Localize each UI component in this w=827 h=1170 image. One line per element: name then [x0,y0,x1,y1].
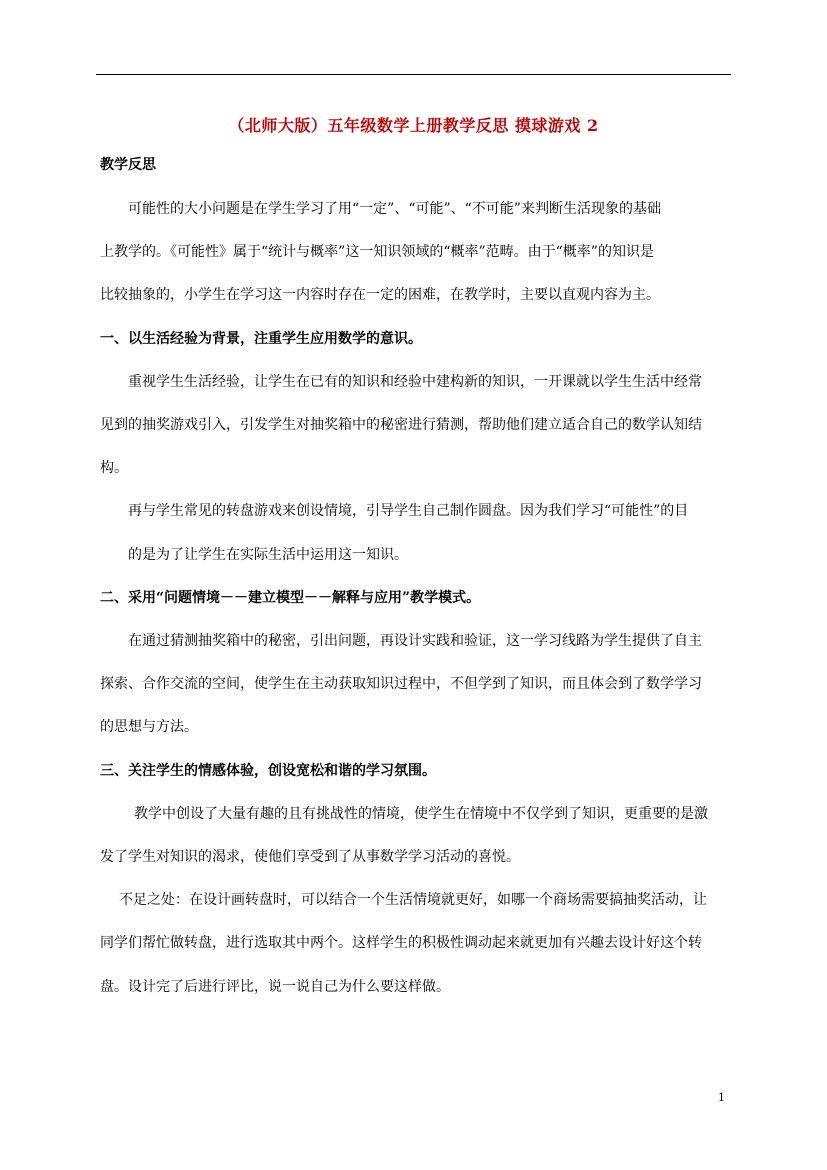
subheading-1: 一、以生活经验为背景，注重学生应用数学的意识。 [100,331,422,347]
paragraph-line: 比较抽象的，小学生在学习这一内容时存在一定的困难，在教学时，主要以直观内容为主。 [100,287,660,303]
paragraph-line: 在通过猜测抽奖箱中的秘密，引出问题，再设计实践和验证，这一学习线路为学生提供了自主 [128,633,702,649]
paragraph-line: 见到的抽奖游戏引入，引发学生对抽奖箱中的秘密进行猜测，帮助他们建立适合自己的数学认知结 [100,417,702,433]
paragraph-line: 构。 [100,460,128,476]
paragraph-line: 重视学生生活经验，让学生在已有的知识和经验中建构新的知识，一开课就以学生生活中经常 [128,374,702,390]
paragraph-line: 的是为了让学生在实际生活中运用这一知识。 [128,547,408,563]
subheading-3: 三、关注学生的情感体验，创设宽松和谐的学习氛围。 [100,763,436,779]
paragraph-line: 可能性的大小问题是在学生学习了用“一定”、“可能”、“不可能”来判断生活现象的基础 [128,201,661,217]
subheading-2: 二、采用“问题情境－－建立模型－－解释与应用”教学模式。 [100,590,481,606]
document-title: （北师大版）五年级数学上册教学反思 摸球游戏 2 [228,116,599,135]
paragraph-line: 发了学生对知识的渴求，使他们享受到了从事数学学习活动的喜悦。 [100,849,520,865]
header-rule [96,74,731,75]
paragraph-line: 再与学生常见的转盘游戏来创设情境，引导学生自己制作圆盘。因为我们学习“可能性”的目 [128,503,689,519]
paragraph-line: 盘。设计完了后进行评比，说一说自己为什么要这样做。 [100,979,450,995]
paragraph-line: 同学们帮忙做转盘，进行选取其中两个。这样学生的积极性调动起来就更加有兴趣去设计好这个转 [100,935,702,951]
paragraph-line: 探索、合作交流的空间，使学生在主动获取知识过程中，不但学到了知识，而且体会到了数学学习 [100,676,702,692]
paragraph-line: 教学中创设了大量有趣的且有挑战性的情境，使学生在情境中不仅学到了知识，更重要的是激 [134,806,708,822]
paragraph-line: 不足之处：在设计画转盘时，可以结合一个生活情境就更好，如哪一个商场需要搞抽奖活动，让 [119,892,707,908]
section-heading: 教学反思 [100,157,156,173]
page-number: 1 [718,1091,725,1104]
paragraph-line: 的思想与方法。 [100,719,198,735]
paragraph-line: 上教学的。《可能性》属于“统计与概率”这一知识领域的“概率”范畴。由于“概率”的知识是 [100,244,654,260]
